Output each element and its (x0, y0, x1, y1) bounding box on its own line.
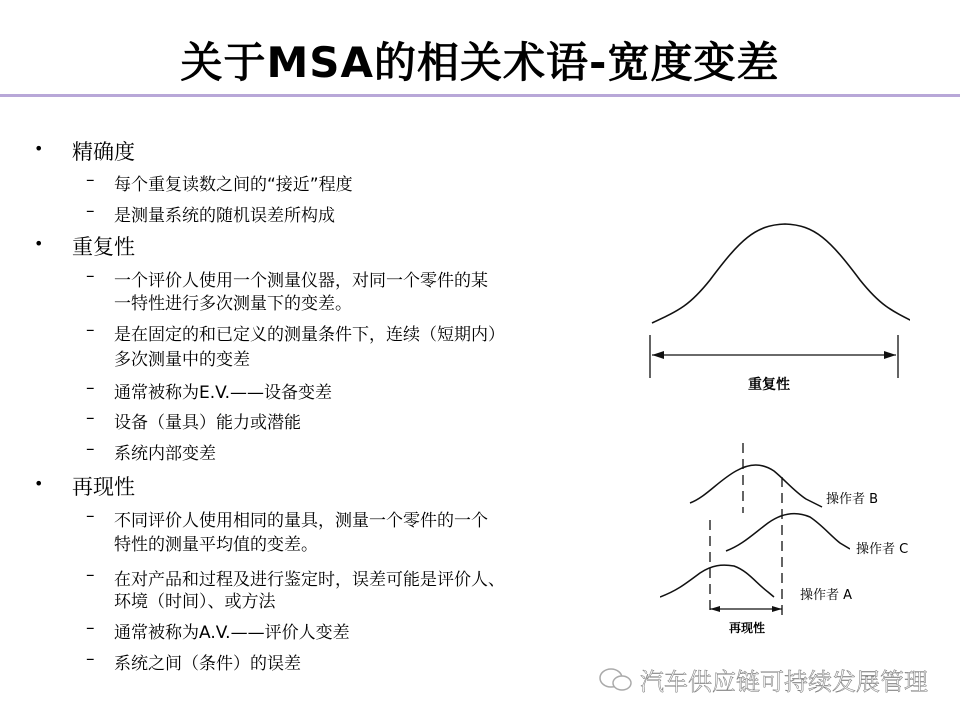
dash-icon: – (86, 320, 95, 340)
dash-icon: – (86, 408, 95, 428)
list-item-cont: 环境（时间）、或方法 (114, 592, 276, 612)
bullet-icon: • (34, 474, 44, 493)
reproducibility-label: 再现性 (729, 621, 766, 635)
bullet-icon: • (34, 234, 44, 253)
list-item: 系统内部变差 (114, 444, 216, 464)
heading-precision: 精确度 (72, 140, 135, 164)
heading-repeatability: 重复性 (72, 235, 135, 259)
list-item: 是在固定的和已定义的测量条件下，连续（短期内） (114, 325, 505, 345)
dash-icon: – (86, 378, 95, 398)
dash-icon: – (86, 565, 95, 585)
list-item: 每个重复读数之间的“接近”程度 (114, 175, 353, 195)
page-title: 关于MSA的相关术语-宽度变差 (180, 38, 780, 87)
watermark-text: 汽车供应链可持续发展管理 (640, 668, 928, 696)
dash-icon: – (86, 439, 95, 459)
list-item: 通常被称为A.V.——评价人变差 (114, 623, 350, 643)
dash-icon: – (86, 266, 95, 286)
operator-b-label: 操作者 B (826, 492, 879, 507)
wechat-icon (598, 666, 634, 694)
list-item: 系统之间（条件）的误差 (114, 654, 301, 674)
dash-icon: – (86, 506, 95, 526)
list-item: 通常被称为E.V.——设备变差 (114, 383, 332, 403)
heading-reproducibility: 再现性 (72, 475, 135, 499)
list-item-cont: 一特性进行多次测量下的变差。 (114, 294, 352, 314)
dash-icon: – (86, 170, 95, 190)
watermark (598, 662, 928, 697)
bullet-icon: • (34, 139, 44, 158)
list-item-cont: 特性的测量平均值的变差。 (114, 535, 318, 555)
repeatability-diagram (640, 210, 910, 400)
title-divider (0, 94, 960, 97)
dash-icon: – (86, 649, 95, 669)
list-item: 设备（量具）能力或潜能 (114, 413, 301, 433)
operator-a-label: 操作者 A (800, 588, 853, 603)
dash-icon: – (86, 201, 95, 221)
list-item: 不同评价人使用相同的量具，测量一个零件的一个 (114, 511, 488, 531)
list-item: 在对产品和过程及进行鉴定时，误差可能是评价人、 (114, 570, 505, 590)
list-item: 是测量系统的随机误差所构成 (114, 206, 335, 226)
repeatability-label: 重复性 (748, 377, 790, 393)
dash-icon: – (86, 618, 95, 638)
operator-c-label: 操作者 C (856, 542, 909, 557)
list-item-cont: 多次测量中的变差 (114, 350, 250, 370)
list-item: 一个评价人使用一个测量仪器，对同一个零件的某 (114, 271, 488, 291)
